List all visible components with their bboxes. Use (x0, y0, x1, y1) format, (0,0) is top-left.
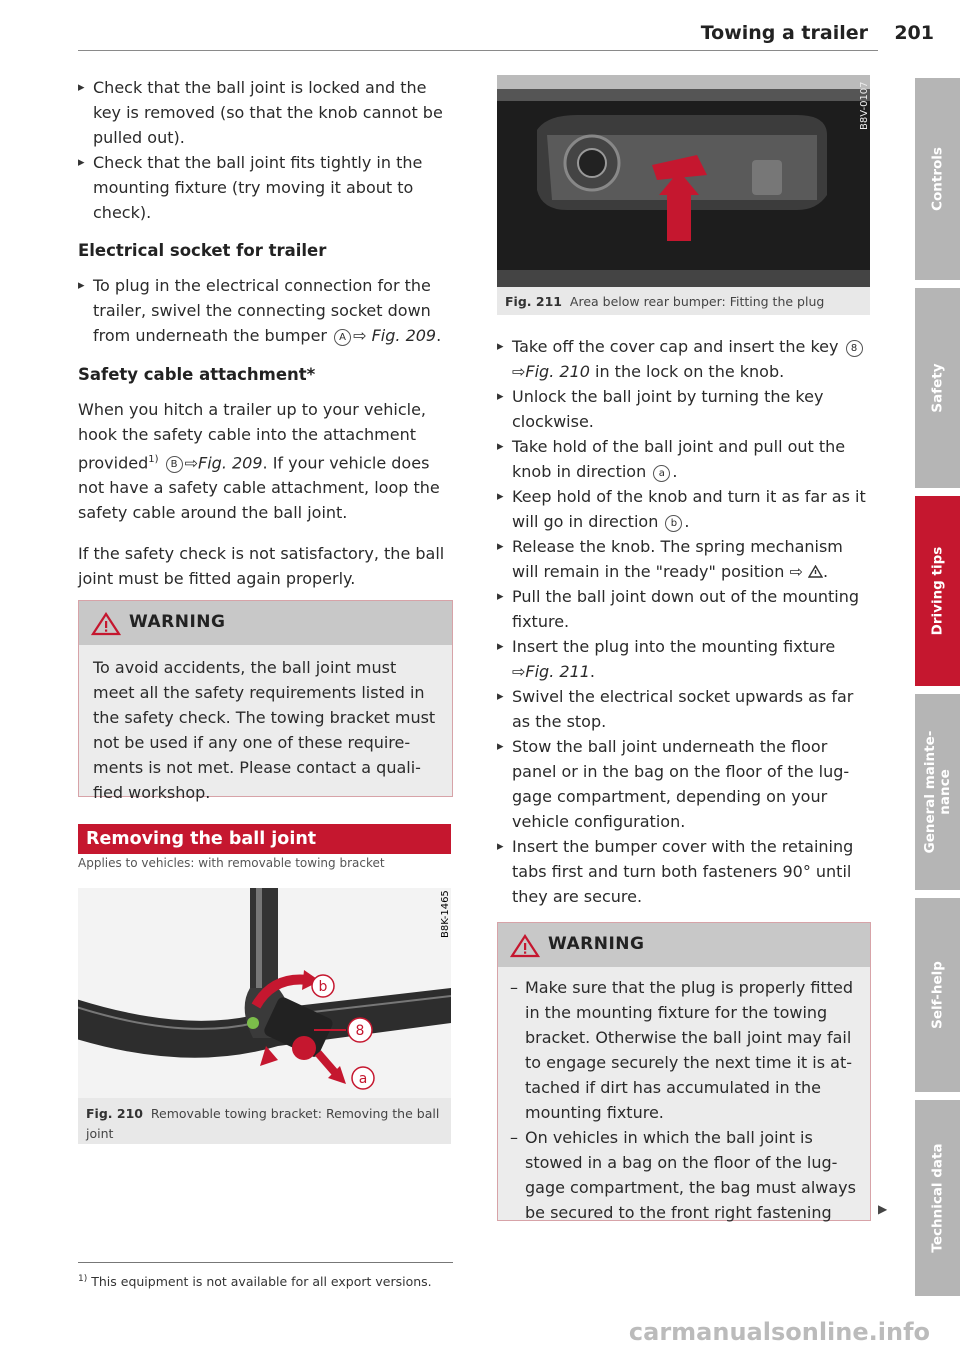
ref-arrow-icon: ⇨ (512, 662, 526, 681)
warning-triangle-icon (91, 612, 121, 636)
step-text: Insert the plug into the mounting fixture (512, 637, 836, 656)
figure-id: B8K-1465 (440, 890, 451, 938)
right-column (497, 334, 869, 909)
warning-item: – Make sure that the plug is properly fitted in the mounting fixture for the towing bracket. Otherwise the ball joint may fail to engage securely the next time it is attached if dirt has accumulated in the mounting fixture. (498, 975, 860, 1125)
marker-b-icon (312, 975, 334, 997)
marker-8: 8 (846, 340, 863, 357)
tab-label: Controls (929, 147, 945, 211)
tab-label: Driving tips (929, 546, 945, 636)
tab-general-maintenance[interactable] (915, 694, 960, 890)
warning-label: WARNING (129, 612, 226, 632)
safety-cable-heading: Safety cable attachment* (78, 365, 316, 384)
figure-caption-text: Removable towing bracket: Removing the ball joint (86, 1106, 440, 1141)
marker-a: A (334, 329, 351, 346)
footnote-text: This equipment is not available for all export versions. (91, 1274, 432, 1290)
tab-label: Technical data (929, 1143, 945, 1253)
list-item: ▸ Insert the plug into the mounting fixture ⇨Fig. 211. (497, 634, 869, 684)
list-item: ▸ Take hold of the ball joint and pull out the knob in direction a . (497, 434, 869, 484)
fig-ref-link[interactable]: Fig. 209 (371, 326, 437, 345)
safety-text-part-1: When you hitch a trailer up to your vehicle, hook the safety cable into the attachment provided (78, 400, 427, 473)
section-title: Removing the ball joint (78, 824, 451, 854)
list-item: ▸ Insert the bumper cover with the retaining tabs first and turn both fasteners 90° until they are secure. (497, 834, 869, 909)
list-item: ▸ Swivel the electrical socket upwards as far as the stop. (497, 684, 869, 734)
tab-technical-data[interactable] (915, 1100, 960, 1296)
marker-a-icon (352, 1067, 374, 1089)
rear-bumper-illustration (497, 75, 870, 287)
warning-label: WARNING (548, 934, 645, 954)
ref-arrow-icon: ⇨ (512, 362, 526, 381)
figure-label: Fig. 210 (86, 1106, 143, 1121)
tab-driving-tips[interactable] (915, 496, 960, 686)
footnote-mark: 1) (148, 454, 159, 465)
tab-controls[interactable] (915, 78, 960, 280)
continue-arrow-icon: ▶ (878, 1202, 888, 1216)
list-item: ▸ Keep hold of the knob and turn it as far as it will go in direction b . (497, 484, 869, 534)
tab-label: General mainte- nance (921, 730, 953, 854)
list-item: ▸ Release the knob. The spring mechanism will remain in the "ready" position ⇨ . (497, 534, 869, 584)
step-text: in the lock on the knob. (589, 362, 785, 381)
warning-triangle-icon (510, 934, 540, 958)
figure-caption-text: Area below rear bumper: Fitting the plug (569, 294, 825, 309)
page-number: 201 (894, 22, 934, 44)
step-text: Take hold of the ball joint and pull out the knob in direction (512, 437, 846, 481)
list-item: ▸ Unlock the ball joint by turning the key clockwise. (497, 384, 869, 434)
running-header-title: Towing a trailer (700, 22, 868, 44)
list-item: ▸ Stow the ball joint underneath the floor panel or in the bag on the floor of the luggage compartment, depending on your vehicle configuration. (497, 734, 869, 834)
list-item: ▸ Check that the ball joint is locked and the key is removed (so that the knob cannot be pulled out). (78, 75, 448, 150)
electrical-text: To plug in the electrical connection for the trailer, swivel the connecting socket down from underneath the bumper (93, 276, 431, 345)
step-text: Keep hold of the knob and turn it as far as it will go in direction (512, 487, 866, 531)
warning-box (78, 600, 453, 802)
step-text: Take off the cover cap and insert the key (512, 337, 839, 356)
step-text: Release the knob. The spring mechanism will remain in the "ready" position (512, 537, 843, 581)
warning-item: – On vehicles in which the ball joint is stowed in a bag on the floor of the luggage compartment, the bag must always be secured to the front right fastening (498, 1125, 860, 1225)
header-rule (78, 50, 878, 51)
footnote-mark: 1) (78, 1274, 88, 1284)
tab-label: Self-help (929, 961, 945, 1029)
warning-text (498, 967, 870, 1233)
figure-id: B8V-0107 (859, 81, 870, 130)
list-item (497, 334, 869, 384)
left-column (78, 75, 452, 591)
safety-text-part-2: . If your vehicle does not have a safety cable attachment, loop the safety cable around the ball joint. (78, 453, 440, 523)
figure-caption (78, 1098, 451, 1144)
fig-ref-link[interactable]: Fig. 210 (525, 362, 590, 381)
footnote (78, 1274, 432, 1289)
marker-b: b (665, 515, 682, 532)
marker-b: B (166, 456, 183, 473)
warning-box (497, 922, 871, 1221)
fig-ref-link[interactable]: Fig. 211 (525, 662, 590, 681)
safety-cable-text (78, 397, 448, 525)
list-item: ▸ Check that the ball joint fits tightly in the mounting fixture (try moving it about to check). (78, 150, 448, 225)
tab-label: Safety (929, 363, 945, 413)
footnote-rule (78, 1262, 453, 1263)
list-item: ▸ To plug in the electrical connection for the trailer, swivel the connecting socket down from underneath the bumper A ⇨ Fig. 209. (78, 273, 453, 348)
fig210-marker-b: b (318, 979, 328, 995)
fig210-marker-8: 8 (355, 1023, 365, 1039)
ref-arrow-icon: ⇨ (789, 562, 803, 581)
applies-to: Applies to vehicles: with removable towing bracket (78, 856, 385, 870)
tab-self-help[interactable] (915, 898, 960, 1092)
tab-safety[interactable] (915, 288, 960, 488)
fig-ref-link[interactable]: Fig. 209 (198, 453, 263, 473)
safety-check-text: If the safety check is not satisfactory, the ball joint must be fitted again properly. (78, 544, 445, 589)
marker-a: a (653, 465, 670, 482)
warning-header (79, 601, 452, 645)
warning-header (498, 923, 870, 967)
figure-caption (497, 287, 870, 312)
figure-211 (497, 75, 870, 315)
watermark: carmanualsonline.info (628, 1318, 930, 1346)
figure-label: Fig. 211 (505, 294, 562, 309)
ref-arrow-icon: ⇨ (184, 453, 199, 473)
warning-text: To avoid accidents, the ball joint must meet all the safety requirements listed in the safety check. The towing bracket must not be used if any one of these requirements is not met. Please contact a qualified workshop. (93, 658, 436, 802)
fig210-marker-a: a (358, 1071, 368, 1087)
list-item: ▸ Pull the ball joint down out of the mounting fixture. (497, 584, 869, 634)
towing-bracket-illustration (78, 888, 451, 1098)
figure-210 (78, 888, 451, 1144)
warning-triangle-icon[interactable] (808, 565, 823, 578)
electrical-socket-heading: Electrical socket for trailer (78, 241, 327, 260)
ref-arrow-icon: ⇨ (353, 326, 367, 345)
